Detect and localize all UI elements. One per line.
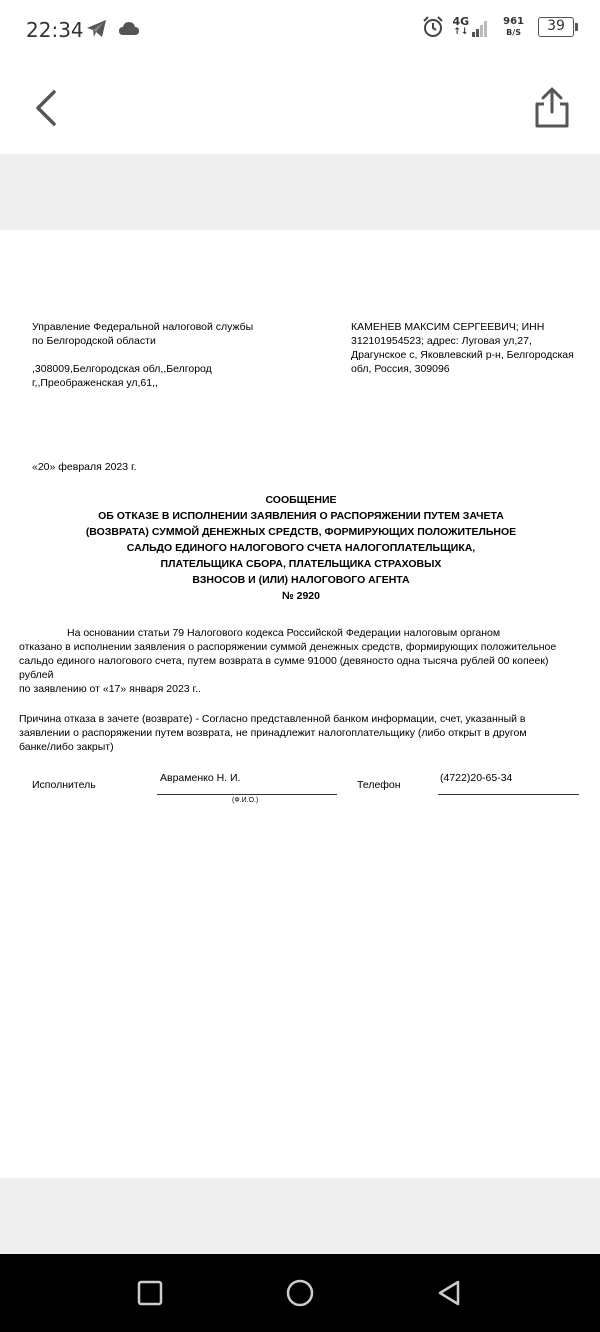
body-line: отказано в исполнении заявления о распоряжении суммой денежных средств, формирующих положительное [19, 641, 557, 653]
reason-line: банке/либо закрыт) [19, 741, 114, 753]
battery-indicator: 39 [538, 17, 574, 37]
sender-name: Управление Федеральной налоговой службы по Белгородской области [32, 321, 254, 347]
toolbar [0, 62, 600, 154]
recent-apps-button[interactable] [135, 1278, 165, 1308]
back-button[interactable] [28, 88, 64, 128]
title-line: СООБЩЕНИЕ [265, 494, 337, 506]
back-triangle-icon [434, 1278, 464, 1308]
home-icon [285, 1278, 315, 1308]
telegram-icon [86, 19, 108, 39]
reason-line: Причина отказа в зачете (возврате) - Согласно представленной банком информации, счет, указанный в [19, 713, 526, 725]
nav-back-button[interactable] [434, 1278, 464, 1308]
document-title [20, 492, 582, 604]
viewer-gap-top [0, 154, 600, 230]
document-page[interactable] [0, 230, 600, 1178]
executor-name: Авраменко Н. И. [160, 772, 241, 784]
status-time: 22:34 [26, 18, 84, 42]
body-line: рублей [19, 669, 54, 681]
body-line: по заявлению от «17» января 2023 г.. [19, 683, 201, 695]
viewer-gap-bottom [0, 1178, 600, 1254]
share-icon [530, 86, 574, 130]
home-button[interactable] [285, 1278, 315, 1308]
cloud-icon [118, 21, 140, 37]
executor-signature-line [157, 794, 337, 795]
share-button[interactable] [530, 86, 574, 130]
fio-caption: (Ф.И.О.) [232, 797, 259, 804]
network-type: 4G [452, 15, 470, 28]
refusal-reason [19, 712, 579, 754]
recent-apps-icon [135, 1278, 165, 1308]
reason-line: заявлении о распоряжении путем возврата, не принадлежит налогоплательщику (либо открыт в другом [19, 727, 527, 739]
net-speed: 961 B/S [503, 16, 524, 37]
network-indicator: 4G ↑↓ [452, 17, 489, 37]
phone-value: (4722)20-65-34 [440, 772, 513, 784]
title-line: ОБ ОТКАЗЕ В ИСПОЛНЕНИИ ЗАЯВЛЕНИЯ О РАСПОРЯЖЕНИИ ПУТЕМ ЗАЧЕТА [98, 510, 504, 522]
alarm-icon [422, 16, 444, 38]
document-body [19, 626, 589, 696]
sender-address: ,308009,Белгородская обл,,Белгород г,,Преображенская ул,61,, [32, 363, 212, 389]
navigation-bar [0, 1254, 600, 1332]
title-line: САЛЬДО ЕДИНОГО НАЛОГОВОГО СЧЕТА НАЛОГОПЛАТЕЛЬЩИКА, [126, 542, 476, 554]
sender-block [32, 320, 292, 390]
status-bar [0, 0, 600, 62]
recipient-block: КАМЕНЕВ МАКСИМ СЕРГЕЕВИЧ; ИНН 312101954523; адрес: Луговая ул,27, Драгунское с, Яковлевский р-н, Белгородская обл, Россия, 309096 [351, 321, 574, 375]
signal-icon [471, 19, 489, 37]
phone-label: Телефон [357, 779, 401, 791]
document-number: № 2920 [282, 590, 320, 602]
title-line: (ВОЗВРАТА) СУММОЙ ДЕНЕЖНЫХ СРЕДСТВ, ФОРМИРУЮЩИХ ПОЛОЖИТЕЛЬНОЕ [85, 526, 517, 538]
title-line: ПЛАТЕЛЬЩИКА СБОРА, ПЛАТЕЛЬЩИКА СТРАХОВЫХ [160, 558, 442, 570]
chevron-left-icon [28, 88, 64, 128]
body-line: На основании статьи 79 Налогового кодекса Российской Федерации налоговым органом [67, 627, 501, 639]
executor-label: Исполнитель [32, 779, 96, 791]
body-line: сальдо единого налогового счета, путем возврата в сумме 91000 (девяносто одна тысяча рублей 00 копеек) [19, 655, 549, 667]
phone-line [438, 794, 579, 795]
document-date: «20» февраля 2023 г. [32, 461, 137, 473]
title-line: ВЗНОСОВ И (ИЛИ) НАЛОГОВОГО АГЕНТА [192, 574, 410, 586]
